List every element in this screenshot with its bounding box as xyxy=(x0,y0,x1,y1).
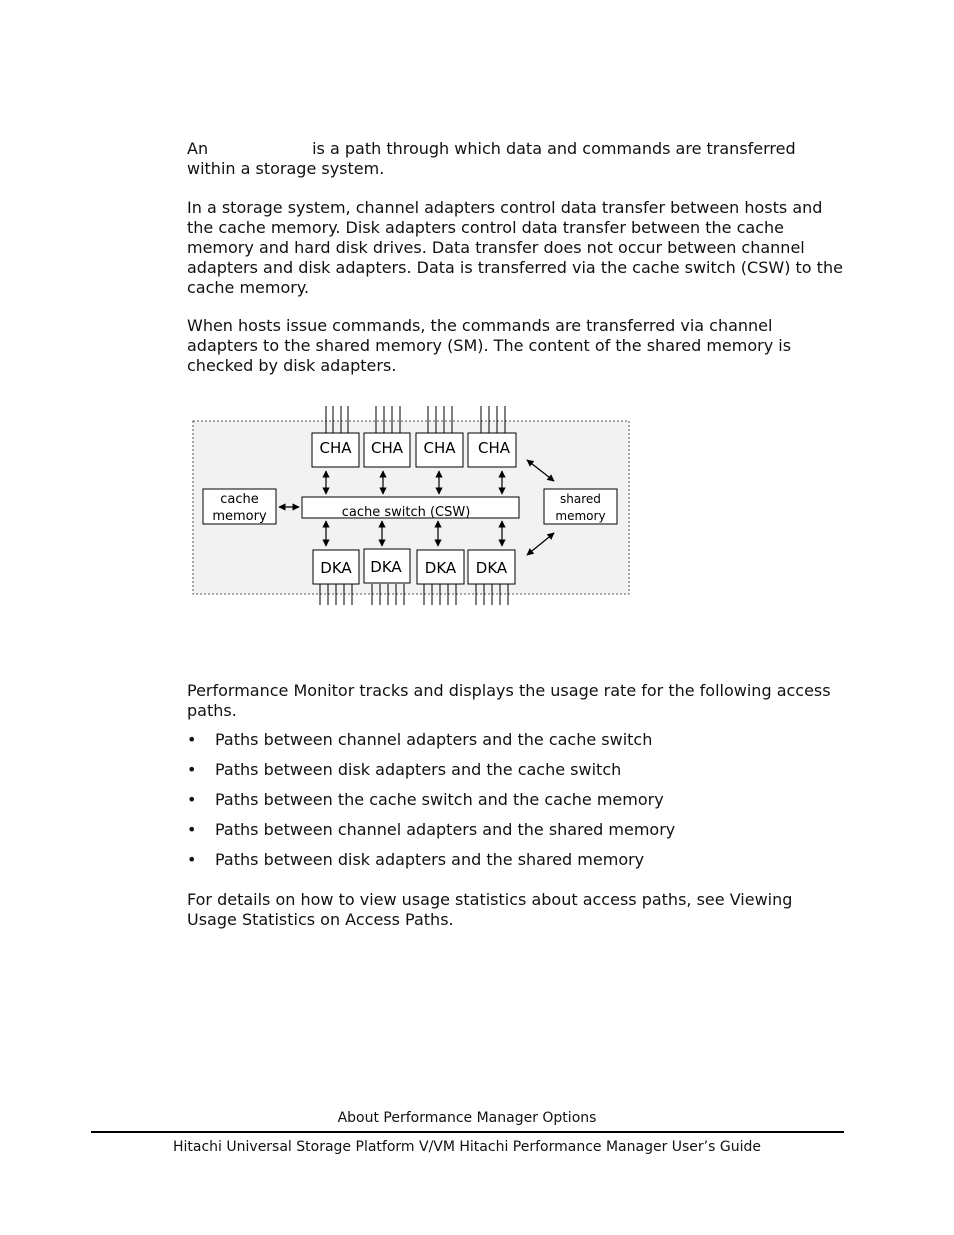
bullet-glyph: • xyxy=(187,850,197,869)
list-item xyxy=(187,790,675,820)
dka-label-2: DKA xyxy=(370,558,402,576)
list-item-text: Paths between channel adapters and the shared memory xyxy=(215,820,676,839)
cache-memory-label-2: memory xyxy=(212,509,267,524)
dka-box-2 xyxy=(364,549,410,583)
footer-section-title: About Performance Manager Options xyxy=(337,1110,597,1126)
cha-label-4: CHA xyxy=(477,439,511,457)
shared-memory-label-2: memory xyxy=(555,509,606,523)
list-item-text: Paths between the cache switch and the cache memory xyxy=(215,790,664,809)
cache-memory-box xyxy=(203,489,276,524)
storage-architecture-diagram xyxy=(186,398,636,614)
dka-label-1: DKA xyxy=(320,559,352,577)
bullet-glyph: • xyxy=(187,730,197,749)
dka-label-3: DKA xyxy=(424,559,457,577)
cha-box-3 xyxy=(416,433,463,467)
details-paragraph: For details on how to view usage statistics about access paths, see Viewing Usage Statistics on Access Paths. xyxy=(187,890,793,929)
access-path-list xyxy=(187,730,675,880)
commands-paragraph: When hosts issue commands, the commands are transferred via channel adapters to the shared memory (SM). The content of the shared memory is checked by disk adapters. xyxy=(187,316,792,375)
cha-label-2: CHA xyxy=(370,439,404,457)
cache-switch-box xyxy=(302,497,519,520)
cha-box-4 xyxy=(468,433,516,467)
dka-label-4: DKA xyxy=(475,559,508,577)
shared-memory-label-1: shared xyxy=(560,492,601,506)
footer-divider xyxy=(91,1131,844,1133)
intro-rest: is a path through which data and commands are transferred within a storage system. xyxy=(187,139,796,178)
list-item xyxy=(187,760,675,790)
list-item-text: Paths between channel adapters and the cache switch xyxy=(215,730,653,749)
footer-guide-title: Hitachi Universal Storage Platform V/VM Hitachi Performance Manager User’s Guide xyxy=(173,1139,761,1155)
bullet-glyph: • xyxy=(187,760,197,779)
list-item xyxy=(187,850,675,880)
cha-box-2 xyxy=(364,433,410,467)
bullet-glyph: • xyxy=(187,790,197,809)
cha-label-3: CHA xyxy=(423,439,456,457)
list-item-text: Paths between disk adapters and the shared memory xyxy=(215,850,645,869)
monitor-paragraph: Performance Monitor tracks and displays the usage rate for the following access paths. xyxy=(187,681,831,720)
cha-label-1: CHA xyxy=(319,439,352,457)
dka-box-4 xyxy=(468,550,515,584)
dka-box-1 xyxy=(313,550,359,584)
intro-lead: An xyxy=(187,139,209,158)
dka-box-3 xyxy=(417,550,464,584)
list-item xyxy=(187,820,675,850)
cha-box-1 xyxy=(312,433,359,467)
cache-switch-label: cache switch (CSW) xyxy=(341,505,471,520)
bullet-glyph: • xyxy=(187,820,197,839)
adapters-paragraph: In a storage system, channel adapters control data transfer between hosts and the cache memory. Disk adapters control data transfer between the cache memory and hard disk drives. Data transfer does not occur between channel adapters and disk adapters. Data is transferred via the cache switch (CSW) to the cache memory. xyxy=(187,198,843,297)
cache-memory-label-1: cache xyxy=(220,492,259,507)
intro-paragraph xyxy=(187,139,847,179)
shared-memory-box xyxy=(544,489,617,524)
list-item xyxy=(187,730,675,760)
list-item-text: Paths between disk adapters and the cache switch xyxy=(215,760,622,779)
